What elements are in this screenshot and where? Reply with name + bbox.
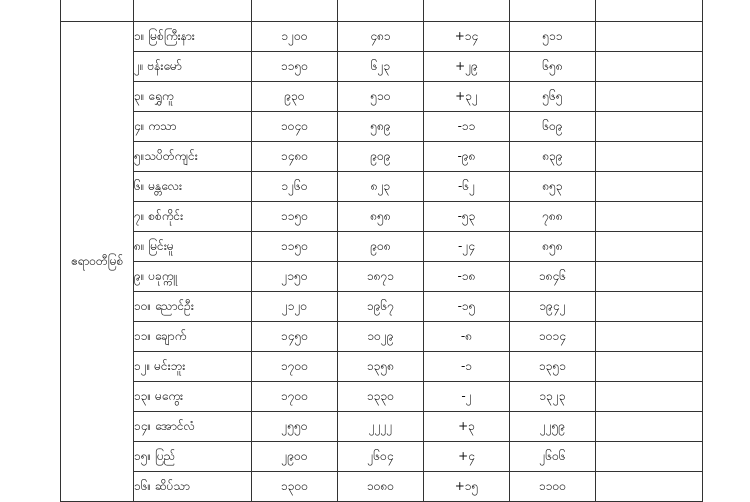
level-current: ၈၅၃ (510, 172, 596, 202)
danger-level: ၁၂၀၀ (252, 22, 338, 52)
danger-level: ၁၁၅၀ (252, 52, 338, 82)
station-name: ၃။ ရွှေကူ (134, 82, 252, 112)
level-change: -၁၁ (424, 112, 510, 142)
water-level-table (60, 0, 703, 502)
table-row (61, 142, 703, 172)
level-change: -၉၈ (424, 142, 510, 172)
level-change: +၁၅ (424, 472, 510, 502)
table-row (61, 292, 703, 322)
header-cell (252, 0, 338, 22)
level-change: -၁၈ (424, 262, 510, 292)
danger-level: ၁၁၅၀ (252, 202, 338, 232)
remarks-cell (596, 292, 703, 322)
level-current: ၁၀၁၄ (510, 322, 596, 352)
station-name: ၈။ မြင်းမူ (134, 232, 252, 262)
remarks-cell (596, 202, 703, 232)
table-row (61, 202, 703, 232)
table-row-header-tail (61, 0, 703, 22)
level-current: ၆၀၉ (510, 112, 596, 142)
level-change: +၂၉ (424, 52, 510, 82)
danger-level: ၁၄၅၀ (252, 322, 338, 352)
remarks-cell (596, 52, 703, 82)
station-name: ၁၀။ ညောင်ဦး (134, 292, 252, 322)
level-current: ၂၆၀၆ (510, 442, 596, 472)
remarks-cell (596, 142, 703, 172)
level-current: ၅၆၅ (510, 82, 596, 112)
level-previous: ၂၂၂၂ (338, 412, 424, 442)
station-name: ၁၄။ အောင်လံ (134, 412, 252, 442)
danger-level: ၁၂၆၀ (252, 172, 338, 202)
region-name: ဧရာဝတီမြစ် (61, 22, 134, 502)
danger-level: ၂၁၅၀ (252, 262, 338, 292)
level-previous: ၁၃၃၀ (338, 382, 424, 412)
remarks-cell (596, 22, 703, 52)
station-name: ၅။သပိတ်ကျင်း (134, 142, 252, 172)
table-row (61, 22, 703, 52)
level-previous: ၁၀၈၀ (338, 472, 424, 502)
level-previous: ၁၉၆၇ (338, 292, 424, 322)
table-row (61, 352, 703, 382)
header-cell (134, 0, 252, 22)
level-current: ၂၂၅၉ (510, 412, 596, 442)
level-current: ၁၁၀၀ (510, 472, 596, 502)
danger-level: ၂၉၀၀ (252, 442, 338, 472)
danger-level: ၉၃၀ (252, 82, 338, 112)
header-cell (424, 0, 510, 22)
remarks-cell (596, 442, 703, 472)
level-previous: ၉၀၉ (338, 142, 424, 172)
table-row (61, 442, 703, 472)
level-change: +၁၄ (424, 22, 510, 52)
level-previous: ၈၂၃ (338, 172, 424, 202)
danger-level: ၁၇၀၀ (252, 352, 338, 382)
remarks-cell (596, 262, 703, 292)
level-current: ၅၁၁ (510, 22, 596, 52)
table-row (61, 382, 703, 412)
remarks-cell (596, 382, 703, 412)
level-previous: ၉၀၈ (338, 232, 424, 262)
level-previous: ၂၆၀၄ (338, 442, 424, 472)
level-change: -၁ (424, 352, 510, 382)
header-cell (61, 0, 134, 22)
danger-level: ၁၃၀၀ (252, 472, 338, 502)
table-row (61, 412, 703, 442)
danger-level: ၁၄၈၀ (252, 142, 338, 172)
station-name: ၂။ ဗန်းမော် (134, 52, 252, 82)
danger-level: ၁၀၄၀ (252, 112, 338, 142)
level-previous: ၄၈၁ (338, 22, 424, 52)
remarks-cell (596, 352, 703, 382)
level-change: -၂ (424, 382, 510, 412)
table-row (61, 472, 703, 502)
level-change: -၁၅ (424, 292, 510, 322)
level-previous: ၁၀၂၉ (338, 322, 424, 352)
danger-level: ၁၁၅၀ (252, 232, 338, 262)
level-change: +၃ (424, 412, 510, 442)
header-cell (510, 0, 596, 22)
level-current: ၁၃၅၁ (510, 352, 596, 382)
station-name: ၁၅။ ပြည် (134, 442, 252, 472)
table-body (61, 0, 703, 502)
level-current: ၈၃၉ (510, 142, 596, 172)
level-previous: ၆၂၃ (338, 52, 424, 82)
level-change: -၈ (424, 322, 510, 352)
table-row (61, 322, 703, 352)
station-name: ၆။ မန္တလေး (134, 172, 252, 202)
level-change: -၅၃ (424, 202, 510, 232)
remarks-cell (596, 172, 703, 202)
danger-level: ၁၇၀၀ (252, 382, 338, 412)
station-name: ၄။ ကသာ (134, 112, 252, 142)
level-previous: ၁၈၇၁ (338, 262, 424, 292)
remarks-cell (596, 232, 703, 262)
table-row (61, 52, 703, 82)
level-previous: ၅၈၉ (338, 112, 424, 142)
remarks-cell (596, 82, 703, 112)
station-name: ၇။ စစ်ကိုင်း (134, 202, 252, 232)
level-current: ၆၅၈ (510, 52, 596, 82)
remarks-cell (596, 472, 703, 502)
level-change: +၃၂ (424, 82, 510, 112)
table-row (61, 172, 703, 202)
danger-level: ၂၁၂၀ (252, 292, 338, 322)
table-row (61, 232, 703, 262)
station-name: ၁၃။ မကွေး (134, 382, 252, 412)
remarks-cell (596, 112, 703, 142)
level-previous: ၈၅၈ (338, 202, 424, 232)
header-cell (596, 0, 703, 22)
level-current: ၇၈၈ (510, 202, 596, 232)
table-row (61, 82, 703, 112)
header-cell (338, 0, 424, 22)
level-change: -၂၄ (424, 232, 510, 262)
station-name: ၁။ မြစ်ကြီးနား (134, 22, 252, 52)
level-current: ၁၉၄၂ (510, 292, 596, 322)
remarks-cell (596, 322, 703, 352)
level-current: ၁၈၄၆ (510, 262, 596, 292)
station-name: ၁၁။ ချောက် (134, 322, 252, 352)
station-name: ၉။ ပခုက္ကူ (134, 262, 252, 292)
danger-level: ၂၅၅၀ (252, 412, 338, 442)
level-change: +၄ (424, 442, 510, 472)
table-row (61, 112, 703, 142)
station-name: ၁၂။ မင်းဘူး (134, 352, 252, 382)
level-current: ၁၃၂၃ (510, 382, 596, 412)
remarks-cell (596, 412, 703, 442)
level-change: -၆၂ (424, 172, 510, 202)
station-name: ၁၆။ ဆိပ်သာ (134, 472, 252, 502)
level-current: ၈၅၈ (510, 232, 596, 262)
level-previous: ၁၃၅၈ (338, 352, 424, 382)
table-row (61, 262, 703, 292)
level-previous: ၅၁၀ (338, 82, 424, 112)
